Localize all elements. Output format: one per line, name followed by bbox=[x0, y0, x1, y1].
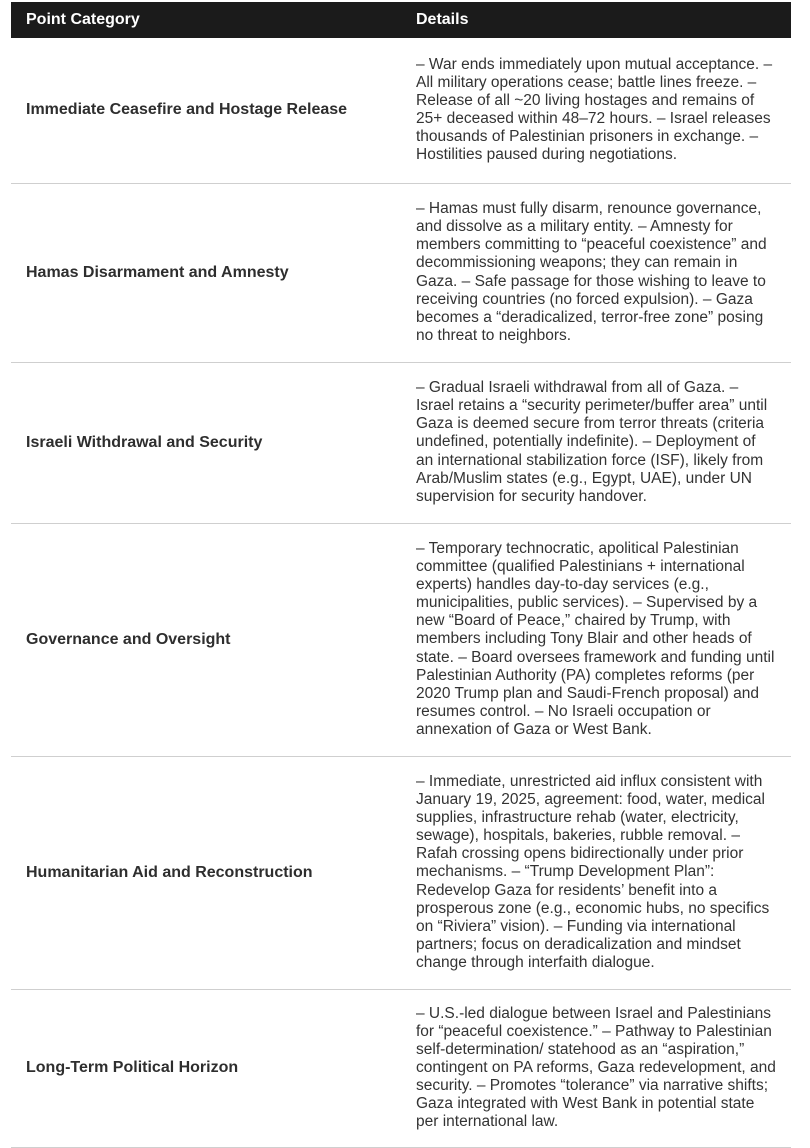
row-category: Immediate Ceasefire and Hostage Release bbox=[11, 38, 404, 183]
content-wrapper bbox=[11, 2, 791, 1148]
row-details-text: – Immediate, unrestricted aid influx consistent with January 19, 2025, agreement: food, water, medical supplies, infrastructure rehab (water, electricity, sewage), hospitals, bakeries, rubble removal. – Rafah crossing opens bidirectionally under prior mechanisms. – “Trump Development Plan”: Redevelop Gaza for residents’ benefit into a prosperous zone (e.g., economic hubs, no specifics on “Riviera” vision). – Funding via international partners; focus on deradicalization and mindset change through interfaith dialogue. bbox=[416, 772, 770, 971]
row-category: Hamas Disarmament and Amnesty bbox=[11, 183, 404, 362]
row-details-text: – Gradual Israeli withdrawal from all of Gaza. – Israel retains a “security perimeter/buffer area” until Gaza is deemed secure from terror threats (criteria undefined, potentially indefinite). – Deployment of an international stabilization force (ISF), likely from Arab/Muslim states (e.g., Egypt, UAE), under UN supervision for security handover. bbox=[416, 379, 768, 505]
row-details bbox=[404, 523, 791, 756]
row-category: Long-Term Political Horizon bbox=[11, 989, 404, 1147]
row-category: Humanitarian Aid and Reconstruction bbox=[11, 756, 404, 989]
header-details: Details bbox=[404, 2, 791, 38]
row-details bbox=[404, 183, 791, 362]
table-row bbox=[11, 183, 791, 362]
row-details bbox=[404, 989, 791, 1147]
row-details-text: – War ends immediately upon mutual acceptance. – All military operations cease; battle lines freeze. – Release of all ~20 living hostages and remains of 25+ deceased within 48–72 hours. – Israel releases thousands of Palestinian prisoners in exchange. – Hostilities paused during negotiations. bbox=[416, 55, 773, 164]
header-point-category: Point Category bbox=[11, 2, 404, 38]
table-header-row bbox=[11, 2, 791, 38]
row-category: Governance and Oversight bbox=[11, 523, 404, 756]
row-category: Israeli Withdrawal and Security bbox=[11, 362, 404, 523]
table-row bbox=[11, 38, 791, 183]
row-details-text: – Temporary technocratic, apolitical Palestinian committee (qualified Palestinians + international experts) handles day-to-day services (e.g., municipalities, public services). – Supervised by a new “Board of Peace,” chaired by Trump, with members including Tony Blair and other heads of state. – Board oversees framework and funding until Palestinian Authority (PA) completes reforms (per 2020 Trump plan and Saudi-French proposal) and resumes control. – No Israeli occupation or annexation of Gaza or West Bank. bbox=[416, 539, 775, 738]
row-details bbox=[404, 38, 791, 183]
table-row bbox=[11, 756, 791, 989]
row-details-text: – Hamas must fully disarm, renounce governance, and dissolve as a military entity. – Amnesty for members committing to “peaceful coexistence” and decommissioning weapons; they can remain in Gaza. – Safe passage for those wishing to leave to receiving countries (no forced expulsion). – Gaza becomes a “deradicalized, terror-free zone” posing no threat to neighbors. bbox=[416, 200, 767, 344]
table-row bbox=[11, 362, 791, 523]
row-details-text: – U.S.-led dialogue between Israel and Palestinians for “peaceful coexistence.” – Pathway to Palestinian self-determination/ statehood as an “aspiration,” contingent on PA reforms, Gaza redevelopment, and security. – Promotes “tolerance” via narrative shifts; Gaza integrated with West Bank in potential state per international law. bbox=[416, 1004, 776, 1131]
table-row bbox=[11, 523, 791, 756]
row-details bbox=[404, 362, 791, 523]
row-details bbox=[404, 756, 791, 989]
table-row bbox=[11, 989, 791, 1147]
plan-points-table bbox=[11, 2, 791, 1148]
